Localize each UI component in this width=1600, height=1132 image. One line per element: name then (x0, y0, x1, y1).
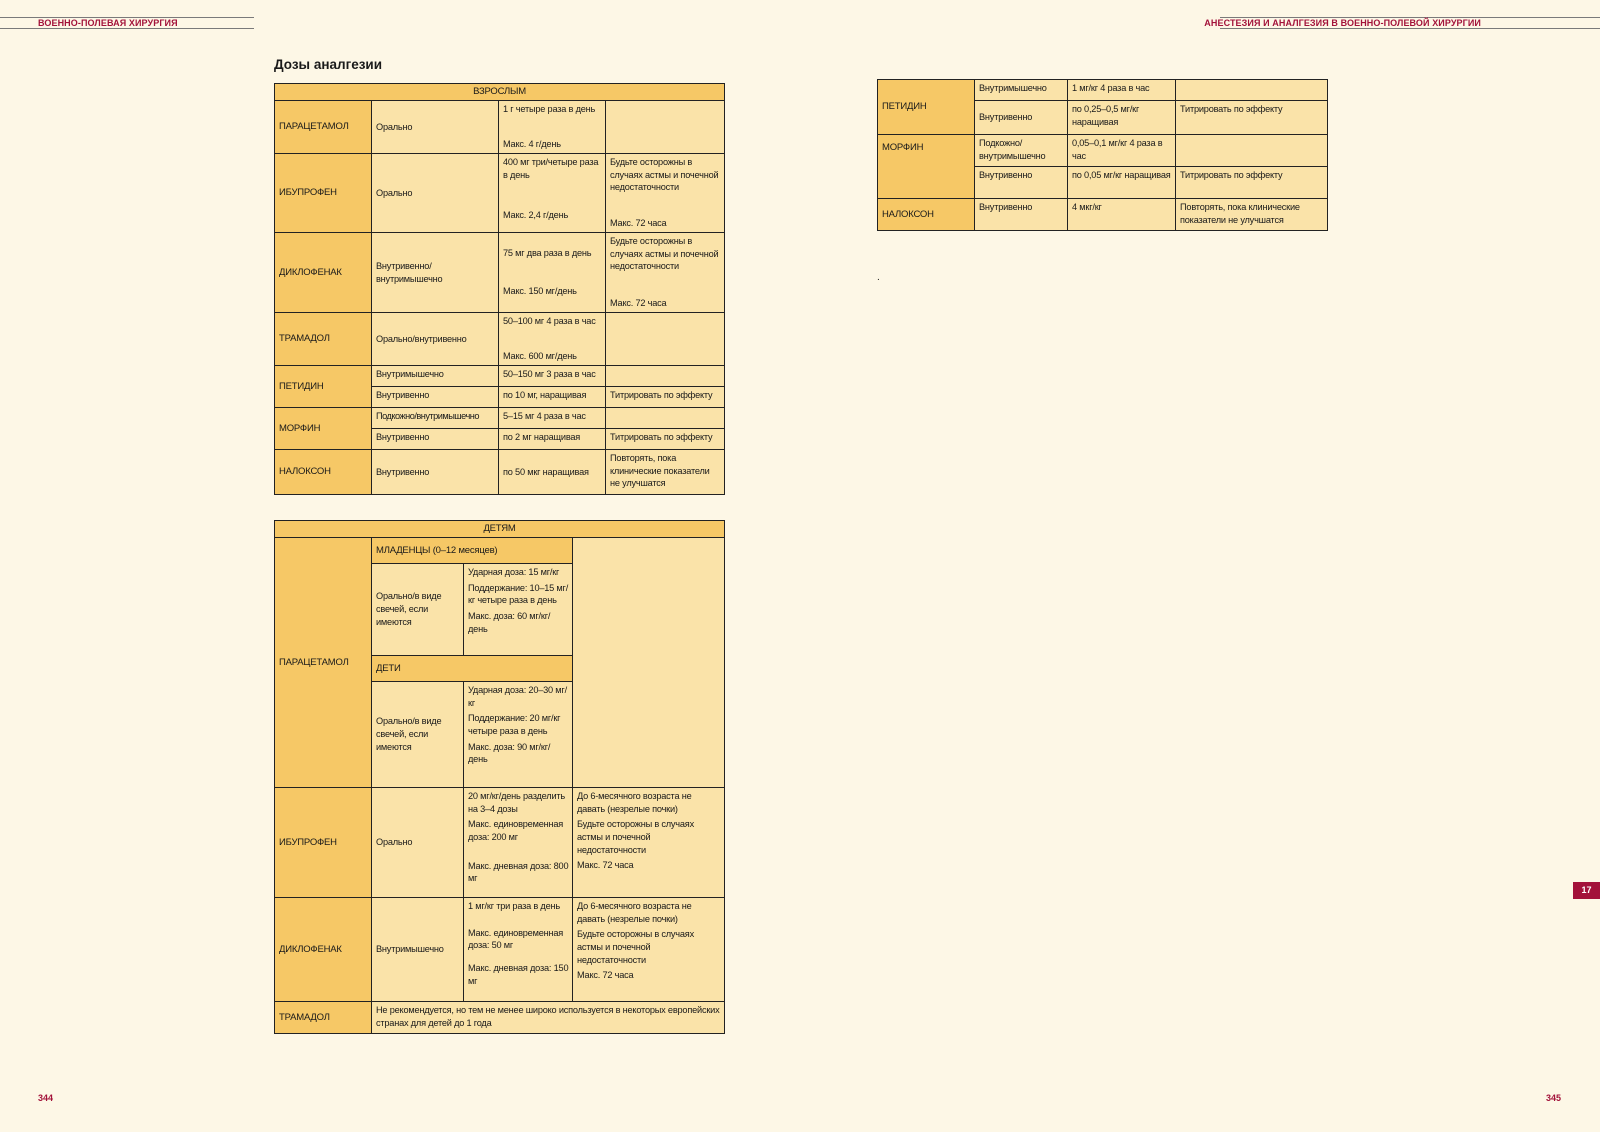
dose-text: 1 мг/кг три раза в день (468, 901, 560, 911)
table-row (275, 450, 725, 495)
note-cell (606, 101, 725, 154)
max-dose-text: Макс. 150 мг/день (503, 285, 577, 296)
loading-dose-text: Ударная доза: 15 мг/кг (468, 567, 560, 577)
dose-cell: по 50 мкг наращивая (499, 450, 606, 495)
note-cell: Титрировать по эффекту (606, 429, 725, 450)
maintenance-dose-text: Поддержание: 10–15 мг/кг четыре раза в день (468, 582, 569, 606)
table-row (275, 366, 725, 387)
table-row (275, 101, 725, 154)
max-dose-text: Макс. доза: 60 мг/кг/день (468, 611, 551, 634)
route-cell: Орально/в виде свечей, если имеются (372, 564, 464, 656)
dose-text: 50–100 мг 4 раза в час (503, 316, 596, 326)
table-row (275, 538, 725, 564)
infants-subheader: МЛАДЕНЦЫ (0–12 месяцев) (372, 538, 573, 564)
dose-cell: по 0,25–0,5 мг/кг наращивая (1068, 101, 1176, 135)
dose-cell (499, 101, 606, 154)
route-cell: Внутримышечно (975, 80, 1068, 101)
drug-name: ИБУПРОФЕН (275, 788, 372, 898)
drug-name: ТРАМАДОЛ (275, 313, 372, 366)
single-max-dose-text: Макс. единовременная доза: 50 мг (468, 927, 564, 951)
note-cell (606, 366, 725, 387)
route-cell: Внутривенно/ внутримышечно (372, 233, 499, 313)
route-cell: Подкожно/внутримышечно (975, 135, 1068, 167)
adults-section-header: ВЗРОСЛЫМ (275, 84, 725, 101)
table-row (878, 199, 1328, 231)
dose-cell: 50–150 мг 3 раза в час (499, 366, 606, 387)
dose-text: 20 мг/кг/день разделить на 3–4 дозы (468, 791, 565, 814)
route-cell: Внутривенно (975, 199, 1068, 231)
drug-name: ТРАМАДОЛ (275, 1002, 372, 1034)
drug-name: ДИКЛОФЕНАК (275, 898, 372, 1002)
route-cell: Внутривенно (975, 101, 1068, 135)
note-cell (573, 898, 725, 1002)
note-cell (1176, 80, 1328, 101)
drug-name: ИБУПРОФЕН (275, 154, 372, 233)
route-cell: Внутривенно (372, 450, 499, 495)
drug-name: ПАРАЦЕТАМОЛ (275, 101, 372, 154)
dose-text: 75 мг два раза в день (503, 248, 592, 259)
note-cell: Повторять, пока клинические показатели не улучшатся (1176, 199, 1328, 231)
note-cell: Не рекомендуется, но тем не менее широко используется в некоторых европейских странах для детей до 1 года (372, 1002, 725, 1034)
route-cell: Внутривенно (372, 429, 499, 450)
route-cell: Внутривенно (372, 387, 499, 408)
page-title: Дозы аналгезии (274, 57, 383, 72)
max-dose-text: Макс. доза: 90 мг/кг/день (468, 741, 551, 765)
stray-dot: . (877, 272, 880, 283)
daily-max-dose-text: Макс. дневная доза: 150 мг (468, 963, 569, 986)
route-cell: Орально/в виде свечей, если имеются (372, 682, 464, 788)
route-cell: Подкожно/внутримышечно (372, 408, 499, 429)
table-row (275, 408, 725, 429)
running-header-left: ВОЕННО-ПОЛЕВАЯ ХИРУРГИЯ (38, 18, 178, 28)
children-dose-table (274, 520, 725, 1034)
note-cell (1176, 135, 1328, 167)
note-cell (573, 788, 725, 898)
note-max-text: Макс. 72 часа (577, 860, 634, 871)
route-cell: Орально (372, 101, 499, 154)
drug-name: ПЕТИДИН (878, 80, 975, 135)
note-text: До 6-месячного возраста не давать (незрелые почки) (577, 901, 692, 924)
dose-cell: 4 мкг/кг (1068, 199, 1176, 231)
children-section-row (275, 521, 725, 538)
note-text: Будьте осторожны в случаях астмы и почечной недостаточности (610, 157, 719, 193)
daily-max-dose-text: Макс. дневная доза: 800 мг (468, 860, 569, 884)
table-row (878, 80, 1328, 101)
table-row (275, 1002, 725, 1034)
note-cell: Титрировать по эффекту (606, 387, 725, 408)
dose-cell: по 0,05 мг/кг наращивая (1068, 167, 1176, 199)
dose-cell: 5–15 мг 4 раза в час (499, 408, 606, 429)
dose-cell (499, 154, 606, 233)
running-header-right: АНЕСТЕЗИЯ И АНАЛГЕЗИЯ В ВОЕННО-ПОЛЕВОЙ ХИРУРГИИ (1204, 18, 1481, 28)
route-cell: Внутримышечно (372, 366, 499, 387)
note-max-text: Макс. 72 часа (610, 298, 667, 309)
header-rule-left-bottom (0, 28, 254, 29)
page-number-left: 344 (38, 1093, 54, 1103)
dose-cell (464, 788, 573, 898)
note-cell (573, 538, 725, 788)
chapter-tab: 17 (1573, 882, 1600, 899)
dose-cell: 0,05–0,1 мг/кг 4 раза в час (1068, 135, 1176, 167)
max-dose-text: Макс. 4 г/день (503, 139, 561, 150)
note-text: До 6-месячного возраста не давать (незрелые почки) (577, 791, 692, 814)
max-dose-text: Макс. 2,4 г/день (503, 210, 569, 221)
table-row (275, 154, 725, 233)
drug-name: НАЛОКСОН (878, 199, 975, 231)
table-row (275, 313, 725, 366)
note-cell: Титрировать по эффекту (1176, 101, 1328, 135)
dose-cell (464, 564, 573, 656)
route-cell: Орально/внутривенно (372, 313, 499, 366)
note-text: Будьте осторожны в случаях астмы и почечной недостаточности (610, 236, 719, 272)
dose-cell (464, 898, 573, 1002)
page-number-right: 345 (1546, 1093, 1562, 1103)
note-cell (606, 313, 725, 366)
drug-name: ПЕТИДИН (275, 366, 372, 408)
dose-cell (464, 682, 573, 788)
table-row (275, 233, 725, 313)
children-section-header: ДЕТЯМ (275, 521, 725, 538)
header-rule-right-bottom (1220, 28, 1600, 29)
table-row (275, 898, 725, 1002)
note-cell (606, 154, 725, 233)
note-cell (606, 408, 725, 429)
max-dose-text: Макс. 600 мг/день (503, 351, 577, 362)
note-text: Будьте осторожны в случаях астмы и почечной недостаточности (577, 819, 694, 855)
children-subheader: ДЕТИ (372, 656, 573, 682)
note-cell: Титрировать по эффекту (1176, 167, 1328, 199)
drug-name: ПАРАЦЕТАМОЛ (275, 538, 372, 788)
adults-section-row (275, 84, 725, 101)
dose-text: 400 мг три/четыре раза в день (503, 157, 599, 180)
note-max-text: Макс. 72 часа (610, 218, 667, 229)
children-opioid-table (877, 79, 1328, 231)
route-cell: Орально (372, 154, 499, 233)
maintenance-dose-text: Поддержание: 20 мг/кг четыре раза в день (468, 713, 561, 737)
route-cell: Орально (372, 788, 464, 898)
note-cell: Повторять, пока клинические показатели не улучшатся (606, 450, 725, 495)
table-row (878, 135, 1328, 167)
loading-dose-text: Ударная доза: 20–30 мг/кг (468, 685, 567, 708)
route-cell: Внутривенно (975, 167, 1068, 199)
note-max-text: Макс. 72 часа (577, 970, 634, 981)
drug-name: НАЛОКСОН (275, 450, 372, 495)
dose-cell: по 2 мг наращивая (499, 429, 606, 450)
adults-dose-table (274, 83, 725, 495)
dose-text: 1 г четыре раза в день (503, 104, 596, 114)
drug-name: МОРФИН (275, 408, 372, 450)
table-row (275, 788, 725, 898)
dose-cell (499, 313, 606, 366)
route-cell: Внутримышечно (372, 898, 464, 1002)
dose-cell (499, 233, 606, 313)
dose-cell: по 10 мг, наращивая (499, 387, 606, 408)
dose-cell: 1 мг/кг 4 раза в час (1068, 80, 1176, 101)
note-cell (606, 233, 725, 313)
note-text: Будьте осторожны в случаях астмы и почечной недостаточности (577, 929, 694, 965)
drug-name: ДИКЛОФЕНАК (275, 233, 372, 313)
drug-name: МОРФИН (878, 135, 975, 199)
single-max-dose-text: Макс. единовременная доза: 200 мг (468, 819, 564, 843)
